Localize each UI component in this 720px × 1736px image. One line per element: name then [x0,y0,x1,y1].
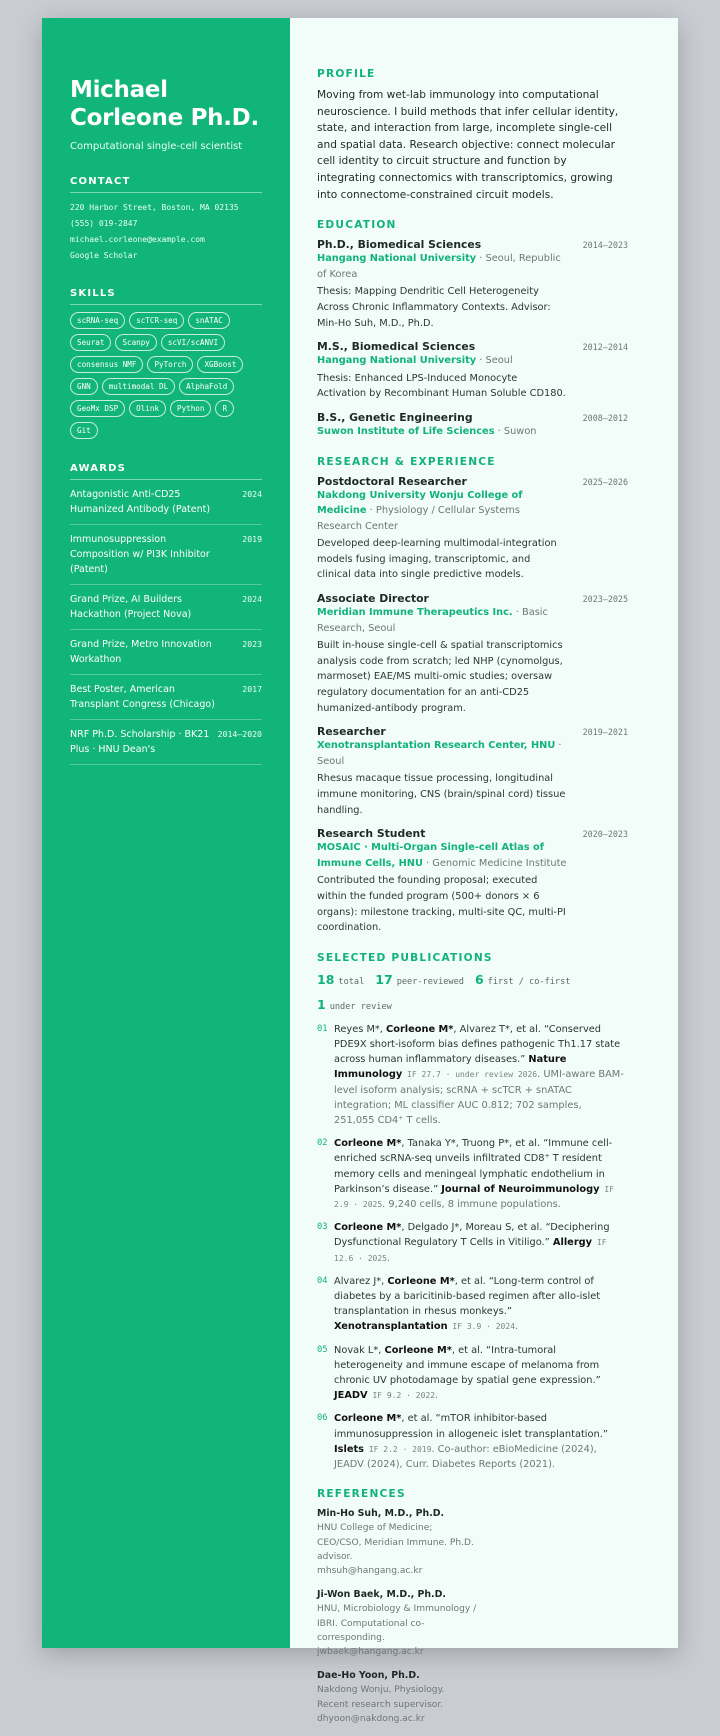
experience-org-line [317,488,567,535]
experience-title: Postdoctoral Researcher [317,474,467,488]
citation-title: , Tanaka Y*, Truong P*, et al. “Immune cell-enriched scRNA-seq unveils infiltrated CD8⁺ T resident memory cells and meningeal lymphatic endothelium in Parkinson’s disease.” [334,1138,613,1195]
publication-citation [334,1022,625,1128]
organization-name: MOSAIC · Multi-Organ Single-cell Atlas of Immune Cells, HNU [317,842,544,869]
education-heading: EDUCATION [317,219,397,232]
skill-chip: multimodal DL [102,378,175,395]
citation-impact: IF 27.7 · under review 2026 [402,1070,538,1080]
citation-journal: Nature Immunology [334,1054,567,1081]
citation-impact: IF 2.9 · 2025 [334,1184,614,1209]
publication-item [317,1220,628,1266]
profile-heading: PROFILE [317,68,376,80]
experience-description: Contributed the founding proposal; executed within the funded program (500+ donors × 6 organs): milestone tracking, multi-site QC, multi-PI coordination. [317,875,566,934]
publication-item [317,1022,628,1128]
reference-item [317,1507,477,1578]
publication-number: 01 [317,1023,328,1034]
citation-authors-pre: Alvarez J*, [334,1275,388,1287]
publication-number: 05 [317,1344,328,1355]
education-entry [317,411,628,440]
contact-block [70,200,262,264]
citation-note: . [435,1390,439,1402]
education-org-line [317,353,567,369]
citation-impact: IF 12.6 · 2025 [334,1238,607,1263]
education-entry [317,340,628,402]
experience-entry [317,475,628,584]
publication-stat [317,972,364,987]
citation-journal: Xenotransplantation [334,1321,448,1333]
award-year: 2024 [242,489,262,499]
publication-citation [334,1411,625,1472]
reference-name: Dae-Ho Yoon, Ph.D. [317,1670,420,1682]
stat-label: first / co-first [487,976,571,987]
education-list [317,238,628,439]
skill-chip: snATAC [188,312,229,329]
publication-number: 04 [317,1275,328,1286]
organization-name: Nakdong University Wonju College of Medicine [317,489,523,517]
publication-stat [317,997,392,1012]
contact-email[interactable]: michael.corleone@example.com [70,235,205,244]
award-item [70,585,262,630]
stat-number: 18 [317,971,335,987]
publication-citation [334,1274,625,1335]
awards-list [70,480,262,765]
award-year: 2024 [242,594,262,604]
award-item [70,525,262,585]
award-item [70,720,262,765]
skill-chip: scTCR-seq [129,312,184,329]
organization-location: · Physiology / Cellular Systems Research Center [317,505,520,532]
candidate-name: Michael Corleone Ph.D. [70,77,259,131]
skill-chip: GNN [70,378,98,395]
experience-org-line [317,738,567,769]
experience-heading: RESEARCH & EXPERIENCE [317,455,496,468]
skill-chip: scVI/scANVI [161,334,225,351]
publication-citation [334,1136,625,1212]
citation-note: . [515,1321,519,1333]
publication-citation [334,1343,625,1404]
profile-text: Moving from wet-lab immunology into computational neuroscience. I build methods that infer cellular identity, state, and interaction from large, incomplete single-cell and spatial data. Research objective: connect molecular cell identity to circuit structure and function by integrating connectomics with transcriptomics, growing into connectome-constrained circuit models. [317,89,619,201]
sidebar [42,18,290,1648]
citation-authors-pre: Reyes M*, [334,1023,387,1035]
organization-name: Meridian Immune Therapeutics Inc. [317,607,513,619]
organization-location: · Seoul [476,355,513,367]
skill-chip: Python [170,400,211,417]
reference-email[interactable]: dhyoon@nakdong.ac.kr [317,1713,425,1724]
education-title: Ph.D., Biomedical Sciences [317,238,482,252]
organization-location: · Genomic Medicine Institute [422,857,567,869]
stat-label: total [338,976,365,987]
organization-name: Xenotransplantation Research Center, HNU [317,740,556,752]
citation-journal: Journal of Neuroimmunology [441,1183,600,1195]
citation-title: , Alvarez T*, et al. “Conserved PDE9X short-isoform bias defines pathogenic Th1.17 state across human inflammatory diseases.” [334,1023,621,1066]
reference-email[interactable]: mhsuh@hangang.ac.kr [317,1566,423,1577]
main-content [290,18,678,1724]
experience-org-line [317,840,567,871]
resume-page [42,18,678,1724]
citation-self-author: Corleone M* [387,1275,455,1287]
publications-heading: SELECTED PUBLICATIONS [317,951,493,964]
citation-self-author: Corleone M* [384,1344,452,1356]
organization-name: Hangang National University [317,253,477,265]
contact-address: 220 Harbor Street, Boston, MA 02135 [70,203,239,212]
citation-note: . UMI-aware BAM-level isoform analysis; scRNA + scTCR + snATAC integration; ML classifier AUC 0.812; 702 samples, 251,055 CD4⁺ T cells. [334,1069,624,1126]
experience-title: Associate Director [317,592,429,606]
education-title: B.S., Genetic Engineering [317,410,473,424]
skill-chip: Olink [129,400,166,417]
education-date: 2014–2023 [582,240,628,251]
stat-number: 17 [375,971,393,987]
citation-impact: IF 3.9 · 2024 [447,1322,516,1332]
publication-item [317,1343,628,1404]
skill-chip: Seurat [70,334,111,351]
contact-heading: CONTACT [70,176,262,193]
reference-email[interactable]: jwbaek@hangang.ac.kr [317,1647,424,1658]
experience-entry [317,725,628,818]
publication-number: 02 [317,1138,328,1149]
citation-note: . Co-author: eBioMedicine (2024), JEADV (2024), Curr. Diabetes Reports (2021). [334,1443,597,1471]
education-date: 2012–2014 [582,342,628,353]
award-year: 2014–2020 [217,729,262,739]
reference-description: HNU, Microbiology & Immunology / IBRI. Computational co-corresponding. [317,1604,477,1643]
citation-self-author: Corleone M* [386,1023,454,1035]
publication-number: 06 [317,1413,328,1424]
award-year: 2017 [242,684,262,694]
education-org-line [317,251,567,282]
publication-stat [475,972,571,987]
citation-journal: JEADV [334,1390,368,1402]
citation-impact: IF 9.2 · 2022 [367,1391,436,1401]
references-heading: REFERENCES [317,1488,406,1501]
education-description: Thesis: Mapping Dendritic Cell Heterogeneity Across Chronic Inflammatory Contexts. Advisor: Min-Ho Suh, M.D., Ph.D. [317,286,551,329]
award-title: Immunosuppression Composition w/ PI3K Inhibitor (Patent) [70,534,210,575]
education-entry [317,238,628,331]
organization-location: · Suwon [494,425,537,437]
organization-location: · Seoul [317,740,562,767]
experience-title: Researcher [317,725,386,739]
experience-description: Developed deep-learning multimodal-integration models fusing imaging, transcriptomic, and clinical data into single predictive models. [317,538,557,581]
publication-stats [317,972,628,1022]
skill-chip: consensus NMF [70,356,143,373]
award-title: NRF Ph.D. Scholarship · BK21 Plus · HNU Dean's [70,729,210,755]
education-org-line [317,424,567,440]
reference-description: HNU College of Medicine; CEO/CSO, Meridian Immune. Ph.D. advisor. [317,1523,474,1562]
experience-header [317,827,628,840]
award-item [70,675,262,720]
references-list [317,1507,628,1736]
citation-self-author: Corleone M* [334,1413,402,1425]
experience-date: 2019–2021 [582,727,628,738]
citation-impact: IF 2.2 · 2019 [364,1444,432,1454]
citation-journal: Islets [334,1443,364,1455]
experience-header [317,725,628,738]
publication-number: 03 [317,1222,328,1233]
award-title: Antagonistic Anti-CD25 Humanized Antibody (Patent) [70,489,211,515]
experience-description: Built in-house single-cell & spatial transcriptomics analysis code from scratch; led NHP (cynomolgus, marmoset) EAE/MS multi-omic studies; oversaw regulatory documentation for an anti-CD25 humanized-antibody program. [317,640,563,714]
organization-location: · Basic Research, Seoul [317,607,548,634]
reference-item [317,1588,477,1659]
citation-self-author: Corleone M* [334,1138,402,1150]
award-item [70,480,262,525]
experience-org-line [317,605,567,636]
skill-chip: scRNA-seq [70,312,125,329]
organization-location: · Seoul, Republic of Korea [317,253,561,280]
award-title: Grand Prize, AI Builders Hackathon (Project Nova) [70,594,192,620]
education-header [317,340,628,353]
stat-label: under review [329,1001,392,1012]
skill-chip: AlphaFold [179,378,234,395]
experience-header [317,475,628,488]
skill-chip: Git [70,422,98,439]
education-date: 2008–2012 [582,412,628,423]
reference-name: Min-Ho Suh, M.D., Ph.D. [317,1508,445,1520]
stat-label: peer-reviewed [396,976,464,987]
award-title: Best Poster, American Transplant Congress (Chicago) [70,684,215,710]
citation-note: . 9,240 cells, 8 immune populations. [382,1198,561,1210]
citation-note: . [386,1252,391,1264]
organization-name: Hangang National University [317,355,477,367]
experience-header [317,592,628,605]
experience-title: Research Student [317,827,426,841]
education-header [317,411,628,424]
experience-date: 2020–2023 [582,829,628,840]
citation-title: , et al. “mTOR inhibitor-based immunosuppression in allogeneic islet transplantation.” [334,1413,608,1440]
skills-list [70,312,262,439]
experience-date: 2025–2026 [582,476,628,487]
citation-self-author: Corleone M* [334,1222,402,1234]
award-year: 2019 [242,534,262,544]
reference-name: Ji-Won Baek, M.D., Ph.D. [317,1589,446,1601]
awards-heading: AWARDS [70,463,262,480]
skill-chip: GeoMx DSP [70,400,125,417]
publication-stat [375,972,464,987]
citation-title: , Delgado J*, Moreau S, et al. “Deciphering Dysfunctional Regulatory T Cells in Vitiligo.” [334,1222,610,1249]
publication-item [317,1411,628,1472]
education-description: Thesis: Enhanced LPS-Induced Monocyte Activation by Recombinant Human Soluble CD180. [317,372,566,400]
award-item [70,630,262,675]
experience-date: 2023–2025 [582,594,628,605]
contact-phone[interactable]: (555) 019-2847 [70,219,138,228]
experience-description: Rhesus macaque tissue processing, longitudinal immune monitoring, CNS (brain/spinal cord) tissue handling. [317,773,566,816]
stat-number: 6 [474,971,484,987]
citation-journal: Allergy [552,1237,593,1249]
skill-chip: XGBoost [197,356,243,373]
experience-entry [317,592,628,716]
reference-description: Nakdong Wonju, Physiology. Recent research supervisor. [317,1685,445,1710]
publication-item [317,1136,628,1212]
publication-list [317,1022,628,1472]
skill-chip: Scanpy [115,334,156,351]
skill-chip: R [215,400,234,417]
organization-name: Suwon Institute of Life Sciences [317,425,495,437]
publication-citation [334,1220,625,1266]
publication-item [317,1274,628,1335]
skills-heading: SKILLS [70,288,262,305]
award-title: Grand Prize, Metro Innovation Workathon [70,639,212,665]
citation-authors-pre: Novak L*, [334,1344,385,1356]
education-title: M.S., Biomedical Sciences [317,340,476,354]
skill-chip: PyTorch [147,356,193,373]
award-year: 2023 [242,639,262,649]
citation-title: , et al. “Long-term control of diabetes by a baricitinib-based regimen after allo-islet transplantation in rhesus monkeys.” [334,1275,601,1318]
experience-list [317,475,628,936]
experience-entry [317,827,628,936]
stat-number: 1 [317,996,326,1012]
education-header [317,238,628,251]
google-scholar-link[interactable]: Google Scholar [70,251,138,260]
citation-title: , et al. “Intra-tumoral heterogeneity and immune escape of melanoma from chronic UV photodamage by spatial gene expression.” [334,1344,601,1387]
tagline: Computational single-cell scientist [70,141,243,152]
